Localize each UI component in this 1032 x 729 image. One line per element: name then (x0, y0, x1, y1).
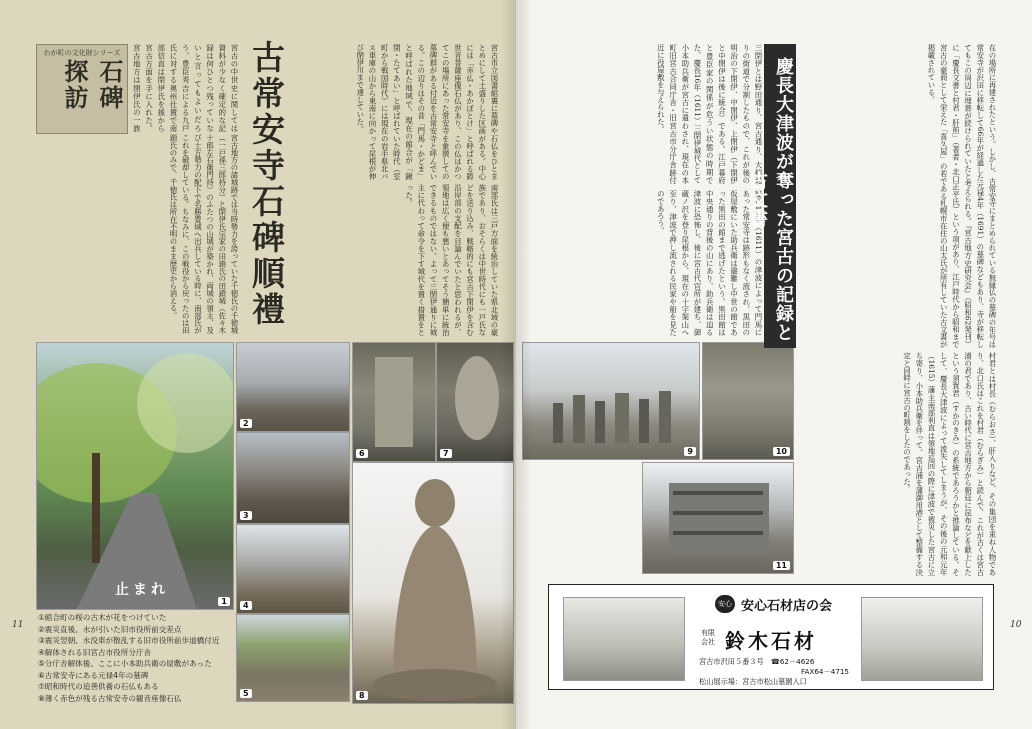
caption-4: ④解体される旧宮古市役所分庁舎 (38, 647, 152, 657)
photo-temple-ruins (522, 342, 700, 460)
photo-cherry-tree (36, 342, 234, 610)
ad-photo-gravestones (861, 597, 983, 681)
photo-captions (38, 612, 238, 704)
tombstone-illustration (353, 343, 435, 461)
caption-1: ①館合町の桜の古木が花をつけていた (38, 613, 167, 622)
article-text-col1: 宮古の中世史に関しては資料が少なく確定的な記録は何ひとつ残っていないと言ってもよいだろう。豊臣秀吉による九戸氏に対する奥州仕置で南部信直は閉伊氏を援から宮古方面を手に入れた。宮古地方は閉伊氏の一族 (132, 44, 239, 132)
series-logo (36, 44, 128, 134)
kannon-statue-illustration (353, 463, 513, 703)
ad-contact (699, 657, 849, 687)
photo-memorial-tower (702, 342, 794, 460)
ad-corp-type: 有限会社 (701, 629, 715, 646)
graves-illustration (523, 343, 699, 459)
caption-6: ⑥古常安寺にある元禄4年の墓碑 (38, 670, 149, 680)
photo-number-4: 4 (240, 601, 252, 610)
ad-address: 宮古市沢田５番３号 ☎62－4626 (699, 657, 815, 666)
photo-number-2: 2 (240, 419, 252, 428)
demolition-illustration (643, 463, 793, 573)
ad-photo-exhibit (563, 597, 685, 681)
photo-residence-site (236, 614, 350, 702)
photo-flooded-intersection (236, 342, 350, 432)
photo-old-city-hall (642, 462, 794, 574)
article-text-r-col3: 在の場所に再建されたという。しかし、古常安寺にまとめられている無縁仏の墓碑の年号は常安寺が沢田に移転して66年が経過した元禄4年（1691）の墓碑などもあり、寺が移転してもこの周辺に埋葬が続けられていたと考えられる。『宮古地方史研究会』（昭和62発刊）に「慶長文書と村君・肝煎」（著者・北口正平氏）という項があり、江戸時代から昭和まで宮古の豪商として栄えた「喜久屋」の若である札幌市在住の山太氏が所有していた古文書が掲載されている。 (926, 44, 997, 348)
photo-number-1: 1 (218, 597, 230, 606)
road-marking: 止まれ (115, 582, 169, 598)
photo-seated-kannon (352, 462, 514, 704)
page-number-right: 10 (1010, 620, 1022, 630)
page-title: 古常安寺石碑順禮 (247, 40, 286, 328)
article-text-r-col4: 村君とは村長（むらおさ）、肝入りなど、その集団を束ね人物であり、北口氏はこれを村君（むらぎみ）と読んで、これが古くは宮古浦の君であり、古い時代に宮古地方から朝廷に昆布などを献上したという須賀君（すかのきみ）の系統であろうかと推論している。そして、慶長大津波によって流失してしまうが、その後の元和元年（1615）藩主南部利直は領地巡回の際に津波で被災した宮古に立ち寄り、小本助兵衛を伴って、宮古浦を藩御用港として整備する決定と同時に宮古の町割をしたのであった。 (902, 352, 997, 576)
ad-fax: FAX64－4715 (801, 667, 849, 676)
photo-number-7: 7 (440, 449, 452, 458)
series-title: 石碑探訪 (60, 59, 124, 111)
photo-number-8: 8 (356, 691, 368, 700)
ad-company-name: 鈴木石材 (725, 629, 817, 653)
article-text-r-col1: 三閉伊とは野田通り、宮古通り、大槌通りの街道で分割したもので、これが後の明治の下閉伊、中閉伊、上閉伊（下閉伊と中閉伊は後に統合）である。江戸幕府と豊臣家の関係が危うい状態の時期でた、慶長16年（1611）三閉伊城代として小本助兵衛が宮古に遣わされ、現在の本町旧宮古合同庁舎・旧宮古市分庁舎跡付近に役屋敷を与えられた。 (656, 44, 763, 184)
photo-number-6: 6 (356, 449, 368, 458)
photo-demolition (236, 524, 350, 614)
article-text-r-col2: 慶長16年（1611）の津波によって門馬にあった常安寺は跡形もなく流され、黒田の仮屋敷にいた助兵衛は避難し中世の館であった黒田の館まで逃げたという。黒田館は中央通りの背後の山にあり、助兵衛は迫る津波に恐怖し、後に宮古代官所が建ち、御蔵ノ沢を登り尾根から、現在の十字架山へ至り、津波で押し流される民家や船を見たのであろう。 (656, 190, 763, 336)
caption-5: ⑤分庁舎解体後、ここに小本助兵衛の屋敷があった (38, 659, 212, 668)
page-number-left: 11 (12, 620, 24, 630)
cherry-tree-illustration (37, 343, 233, 609)
article-text-col2: 宮古地方の諸城跡では当時勢力を誇っていた千徳氏の千徳城（一戸孫三郎持分）と閉伊氏宗家の田鎖氏の田鎖城（佐々木十郎左右衛門持）のふたつの山城が築かれ、両城の領主、及び土方勢力の配下で名勝豊城へ出兵している時に、南部氏がこれを破却している。ちなみに、この戦役から戻ったのは田鎖氏のみで、千徳氏は所在不明のまま歴史から消える。 (168, 134, 239, 334)
article-text-col3: 宮古市立図書館裏に墓碑や石仏をひとまとめにして土盛りした区画がある。中心には「赤仏・あかぼとけ」と呼ばれる鋳世音菩薩座像石仏があり、この仏はかつてこの場所にあった常安寺を象徴しての墓碑群がある付近を古常安寺と呼んでいる。この辺りはその昔「門馬・かどま」と呼ばれた地域で、現在の館合が「鍬閉・たてあい」と呼ばれていた時代（室町から戦国時代）には現在の岩手県北バス車庫の山から東南に向かって尾根が伸び閉伊川まで達していた。 (355, 44, 499, 180)
ad-box (548, 584, 994, 690)
photo-submerged-cars (236, 432, 350, 524)
caption-2: ②震災直後、水が引いた旧市役所前交差点 (38, 624, 182, 634)
caption-7: ⑦昭和時代の追善供養の石仏もある (38, 682, 159, 691)
photo-number-3: 3 (240, 511, 252, 520)
page-gutter (500, 0, 532, 729)
photo-number-11: 11 (773, 561, 790, 570)
photo-number-10: 10 (773, 447, 790, 456)
caption-3: ③震災翌朝、水没車が散乱する旧市役所前歩道橋付近 (38, 636, 220, 645)
series-label: わが町の文化財シリーズ (43, 49, 121, 57)
ad-showroom: 松山展示場：宮古市松山墓園入口 (699, 677, 807, 686)
caption-8: ⑧薄く赤色が残る古常安寺の観音座像石仏 (38, 693, 182, 703)
photo-number-5: 5 (240, 689, 252, 698)
right-page-title: 慶長大津波が奪った宮古の記録と古文書 (764, 44, 796, 348)
photo-number-9: 9 (684, 447, 696, 456)
anshin-mark-icon: 安心 (715, 595, 735, 613)
photo-tombstone (352, 342, 436, 462)
ad-association: 安心石材店の会 (741, 599, 833, 614)
article-text-col4: 南部氏は三戸方面を統治していた県北域の豪族であり、おそらくは中世時代にも一戸氏などを送り込み、戦略的にも宮古下閉伊を含む沿岸部の支配を目論んでいたと思われるが、領地は広く便も悪いとあってそう簡単に統治できるものではない。よって三閉伊通りに城主に代わって命令を下す城代を置く措置をとった。 (404, 184, 499, 336)
